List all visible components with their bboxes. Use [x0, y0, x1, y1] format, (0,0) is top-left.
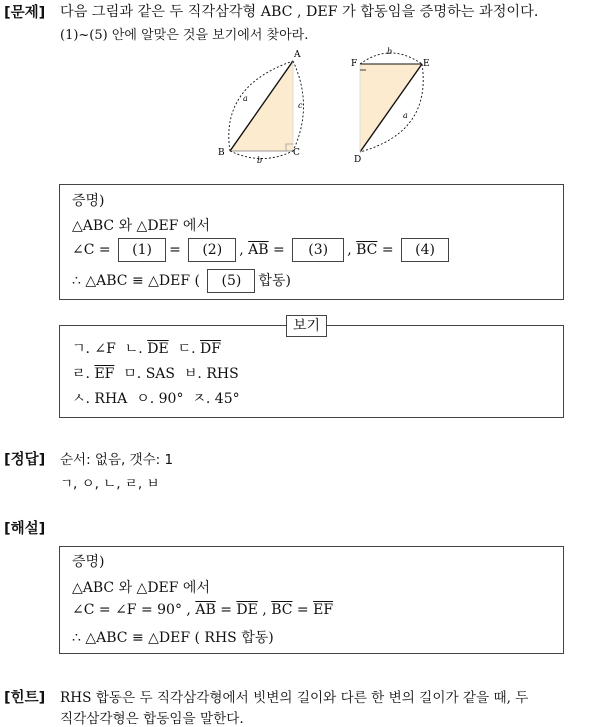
equals-sign: =: [273, 242, 285, 258]
answer-line1: 순서: 없음, 갯수: 1: [60, 452, 174, 468]
equals-sign: =: [381, 242, 394, 258]
blank-4: (4): [401, 238, 449, 262]
choice-rieul-segment: $\overline{EF}$: [94, 366, 115, 382]
choice-rieul: ㄹ.: [72, 366, 90, 382]
comma: ,: [239, 242, 244, 258]
segment-de: $\overline{DE}$: [236, 602, 258, 618]
explanation-line1: △ABC 와 △DEF 에서: [72, 580, 210, 596]
problem-text-line2: (1)~(5) 안에 알맞은 것을 보기에서 찾아라.: [60, 28, 309, 43]
equals-sign: =: [169, 242, 181, 258]
equals-sign: =: [296, 602, 309, 618]
proof-line2: [72, 238, 452, 262]
blank-2: (2): [188, 238, 236, 262]
comma: ,: [262, 602, 267, 618]
explanation-line2: [72, 602, 333, 618]
segment-bc: $\overline{BC}$: [271, 602, 293, 618]
label-side-a2: a: [403, 111, 408, 120]
proof-line3: [72, 269, 291, 293]
bogi-row3: [72, 388, 240, 408]
equals-sign: =: [220, 602, 232, 618]
label-e: E: [423, 59, 430, 69]
problem-tag: [문제]: [4, 5, 46, 21]
angle-equality: ∠C = ∠F = 90° ,: [72, 602, 191, 618]
proof-title: 증명): [72, 193, 105, 209]
proof-line1: △ABC 와 △DEF 에서: [72, 218, 210, 234]
segment-ef: $\overline{EF}$: [313, 602, 334, 618]
blank-1: (1): [118, 238, 166, 262]
choice-nieun: ㄴ.: [124, 341, 143, 357]
label-d: D: [354, 155, 362, 165]
segment-bc: $\overline{BC}$: [356, 242, 378, 258]
segment-ab: $\overline{AB}$: [248, 242, 269, 258]
label-side-a: a: [243, 94, 248, 103]
choice-nieun-segment: $\overline{DE}$: [147, 341, 169, 357]
label-side-b2: b: [387, 47, 393, 56]
label-f: F: [351, 59, 358, 69]
suffix-text: 합동): [258, 273, 291, 289]
comma: ,: [347, 242, 352, 258]
hint-line1: RHS 합동은 두 직각삼각형에서 빗변의 길이와 다른 한 변의 길이가 같을 때, 두: [60, 690, 529, 706]
bogi-box: [59, 318, 564, 418]
choice-digeut-segment: $\overline{DF}$: [200, 341, 221, 357]
explanation-line3: ∴ △ABC ≡ △DEF ( RHS 합동): [72, 630, 274, 646]
answer-line2: ㄱ, ㅇ, ㄴ, ㄹ, ㅂ: [60, 476, 160, 492]
hint-line2: 직각삼각형은 합동임을 말한다.: [60, 711, 244, 727]
bogi-title: 보기: [286, 315, 327, 337]
bogi-row1: [72, 338, 221, 358]
bogi-row2: [72, 363, 239, 383]
explanation-tag: [해설]: [4, 521, 46, 537]
choice-giyeok: ㄱ. ∠F: [72, 341, 116, 357]
label-a: A: [294, 50, 301, 60]
choice-mieum: ㅁ. SAS: [123, 366, 175, 382]
choice-ieung: ㅇ. 90°: [136, 391, 184, 407]
choice-jieut: ㅈ. 45°: [192, 391, 240, 407]
choice-digeut: ㄷ.: [177, 341, 196, 357]
problem-text-line1: 다음 그림과 같은 두 직각삼각형 ABC , DEF 가 합동임을 증명하는 과정이다.: [60, 4, 539, 20]
proof-box: [59, 184, 564, 300]
label-side-b: b: [257, 156, 263, 165]
blank-5: (5): [207, 269, 255, 293]
answer-tag: [정답]: [4, 452, 46, 468]
hint-tag: [힌트]: [4, 690, 46, 706]
explanation-title: 증명): [72, 554, 105, 570]
label-side-c: c: [298, 101, 303, 110]
segment-ab: $\overline{AB}$: [195, 602, 216, 618]
therefore-text: ∴ △ABC ≡ △DEF (: [72, 273, 200, 289]
label-c: C: [293, 148, 300, 158]
explanation-box: [59, 546, 564, 654]
angle-c-label: ∠C =: [72, 242, 111, 258]
choice-bieup: ㅂ. RHS: [183, 366, 239, 382]
label-b: B: [218, 148, 225, 158]
blank-3: (3): [292, 238, 344, 262]
choice-siot: ㅅ. RHA: [72, 391, 128, 407]
triangle-figure: [210, 46, 450, 168]
